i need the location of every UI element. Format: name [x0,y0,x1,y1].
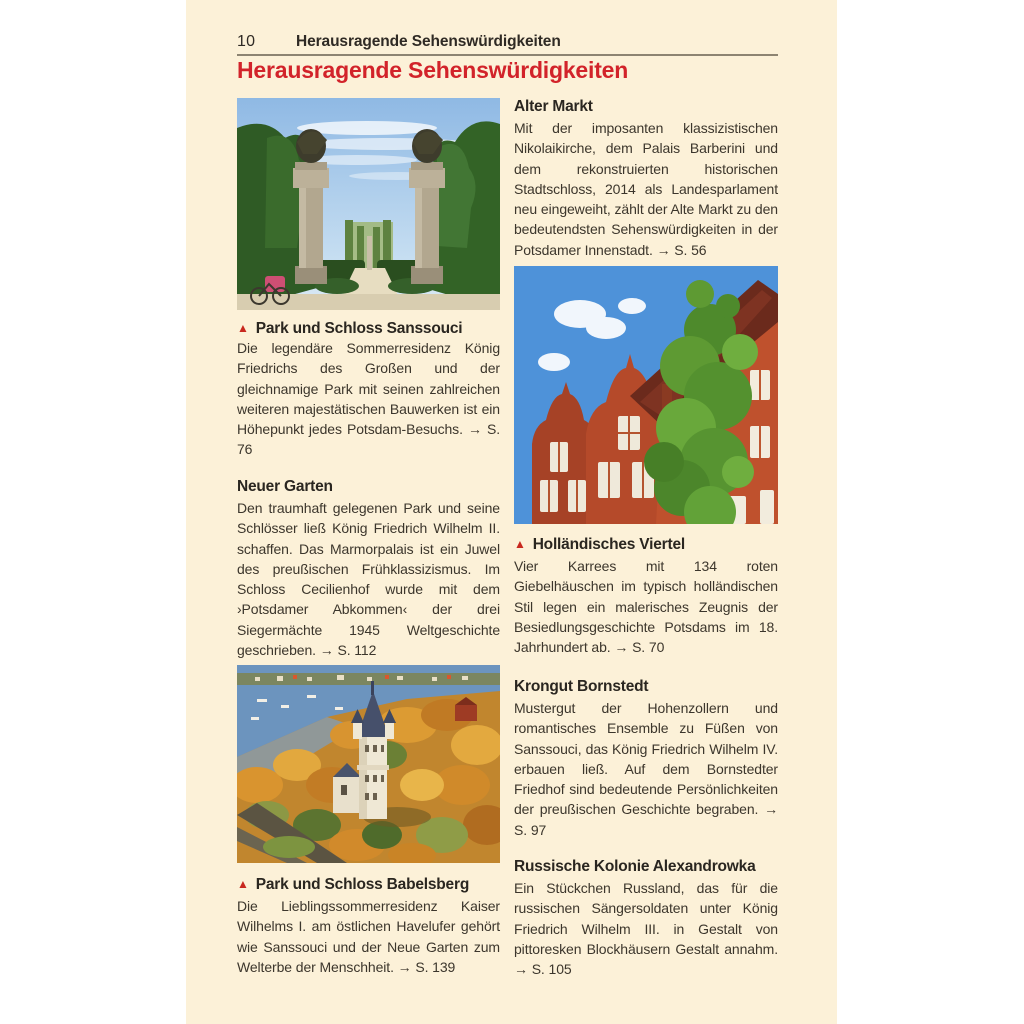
paragraph-alexandrowka: Ein Stückchen Russland, das für die russischen Sängersoldaten unter König Friedrich Wilhelm III. in Gestalt von pittoresken Blockhäusern Gestalt annahm. → S. 105 [514,880,778,978]
heading-krongut-bornstedt: Krongut Bornstedt [514,678,649,695]
page-ref-babelsberg: → S. 139 [397,958,456,975]
header-rule [237,54,778,56]
caption-hollaendisches-viertel-label: Holländisches Viertel [532,536,685,553]
red-triangle-icon: ▲ [237,877,249,891]
paragraph-hollaendisches-viertel: Vier Karrees mit 134 roten Giebelhäuschen im typisch holländischen Stil legen ein malerisches Zeugnis der Besiedlungsgeschichte Potsdams im 18. Jahrhundert ab. → S. 70 [514,558,778,656]
caption-sanssouci-label: Park und Schloss Sanssouci [255,320,463,337]
page-number: 10 [237,33,256,50]
red-triangle-icon: ▲ [514,537,526,551]
photo-sanssouci [237,98,500,310]
paragraph-krongut-bornstedt: Mustergut der Hohenzollern und romantisches Ensemble zu Füßen von Sanssouci, das König Friedrich Wilhelm IV. erbauen ließ. Auf dem Bornstedter Friedhof sind bedeutende Persönlichkeiten der preußischen Geschichte begraben. → S. 97 [514,700,778,838]
sanssouci-gate-illustration [237,98,500,310]
caption-babelsberg-label: Park und Schloss Babelsberg [255,876,470,893]
page-ref-alter-markt: → S. 56 [656,241,707,258]
paragraph-sanssouci: Die legendäre Sommerresidenz König Friedrichs des Großen und der gleichnamige Park mit seinen zahlreichen weiteren majestätischen Bauwerken ist ein Höhepunkt jedes Potsdam-Besuchs. → S. 76 [237,340,501,458]
babelsberg-tower-illustration [237,665,500,863]
paragraph-babelsberg: Die Lieblingssommerresidenz Kaiser Wilhelms I. am östlichen Havelufer gehört wie Sanssouci und der Neue Garten zum Welterbe der Menschheit. → S. 139 [237,898,500,975]
red-triangle-icon: ▲ [237,321,249,335]
page-ref-neuer-garten: → S. 112 [319,642,377,659]
page-ref-alexandrowka: → S. 105 [514,961,572,978]
heading-alter-markt: Alter Markt [514,98,593,115]
paragraph-neuer-garten: Den traumhaft gelegenen Park und seine Schlösser ließ König Friedrich Wilhelm II. schaffen. Das Marmorpalais ist ein Juwel des preußischen Frühklassizismus. Im Schloss Cecilienhof wurde mit dem ›Potsdamer Abkommen‹ der drei Siegermächte 1945 Weltgeschichte geschrieben. → S. 112 [237,500,500,659]
caption-babelsberg [237,876,500,894]
photo-babelsberg [237,665,500,863]
page-ref-krongut-bornstedt: → S. 97 [514,801,778,838]
caption-sanssouci [237,320,500,338]
paragraph-alter-markt: Mit der imposanten klassizistischen Nikolaikirche, dem Palais Barberini und dem rekonstruierten historischen Stadtschloss, 2014 als Landesparlament neu eingeweiht, zählt der Alte Markt zu den bedeutendsten Sehenswürdigkeiten in der Potsdamer Innenstadt. → S. 56 [514,120,778,258]
photo-hollaendisches-viertel [514,266,778,524]
dutch-quarter-illustration [514,266,778,524]
page-ref-hollaendisches-viertel: → S. 70 [614,639,665,656]
page-title: Herausragende Sehenswürdigkeiten [237,57,629,83]
guidebook-page [186,0,837,1024]
caption-hollaendisches-viertel [514,536,778,554]
running-head: Herausragende Sehenswürdigkeiten [296,33,561,50]
heading-neuer-garten: Neuer Garten [237,478,333,495]
heading-alexandrowka: Russische Kolonie Alexandrowka [514,858,756,875]
page-ref-sanssouci: → S. 76 [237,421,501,458]
